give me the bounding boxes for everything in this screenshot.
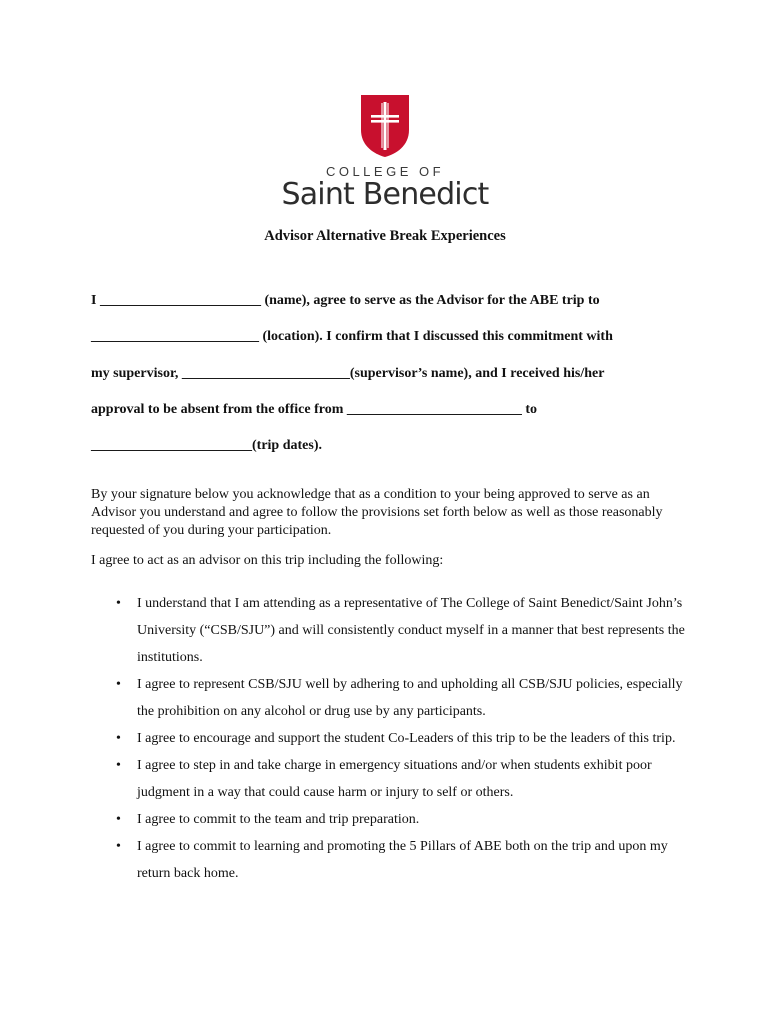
list-item [91, 590, 691, 671]
commitment-line-dates: _______________________(trip dates). [91, 438, 322, 453]
acknowledgement-paragraph: By your signature below you acknowledge that as a condition to your being approved to serve as an Advisor you understand and agree to follow the provisions set forth below as well as those reasonably requested of you during your participation. [91, 487, 663, 538]
list-item-text: I agree to represent CSB/SJU well by adhering to and upholding all CSB/SJU policies, especially the prohibition on any alcohol or drug use by any participants. [137, 677, 683, 719]
list-item-text: I agree to step in and take charge in emergency situations and/or when students exhibit poor judgment in a way that could cause harm or injury to self or others. [137, 758, 652, 800]
commitment-line-location: ________________________ (location). I confirm that I discussed this commitment with [91, 329, 613, 344]
shield-cross-icon [360, 94, 410, 158]
college-logo [0, 94, 770, 211]
list-item-text: I understand that I am attending as a representative of The College of Saint Benedict/Saint John’s University (“CSB/SJU”) and will consistently conduct myself in a manner that best represents the institutions. [137, 596, 685, 665]
list-item [91, 806, 691, 833]
logo-college-line: COLLEGE OF [325, 164, 445, 179]
bullet-icon: • [116, 677, 121, 692]
list-item [91, 833, 691, 887]
bullet-icon: • [116, 731, 121, 746]
commitment-line-supervisor: my supervisor, ________________________(supervisor’s name), and I received his/her [91, 366, 605, 381]
bullet-icon: • [116, 758, 121, 773]
agree-intro: I agree to act as an advisor on this trip including the following: [91, 553, 444, 568]
logo-name-line: Saint Benedict [281, 177, 489, 212]
list-item [91, 671, 691, 725]
commitment-line-name: I _______________________ (name), agree to serve as the Advisor for the ABE trip to [91, 293, 600, 308]
commitment-line-absence: approval to be absent from the office from _________________________ to [91, 402, 538, 417]
bullet-icon: • [116, 839, 121, 854]
list-item [91, 752, 691, 806]
agreement-list [91, 590, 691, 887]
page-title: Advisor Alternative Break Experiences [264, 228, 506, 244]
list-item-text: I agree to commit to the team and trip preparation. [137, 812, 420, 827]
list-item-text: I agree to commit to learning and promoting the 5 Pillars of ABE both on the trip and upon my return back home. [137, 839, 668, 881]
bullet-icon: • [116, 812, 121, 827]
list-item-text: I agree to encourage and support the student Co-Leaders of this trip to be the leaders of this trip. [137, 731, 676, 746]
list-item [91, 725, 691, 752]
bullet-icon: • [116, 596, 121, 611]
